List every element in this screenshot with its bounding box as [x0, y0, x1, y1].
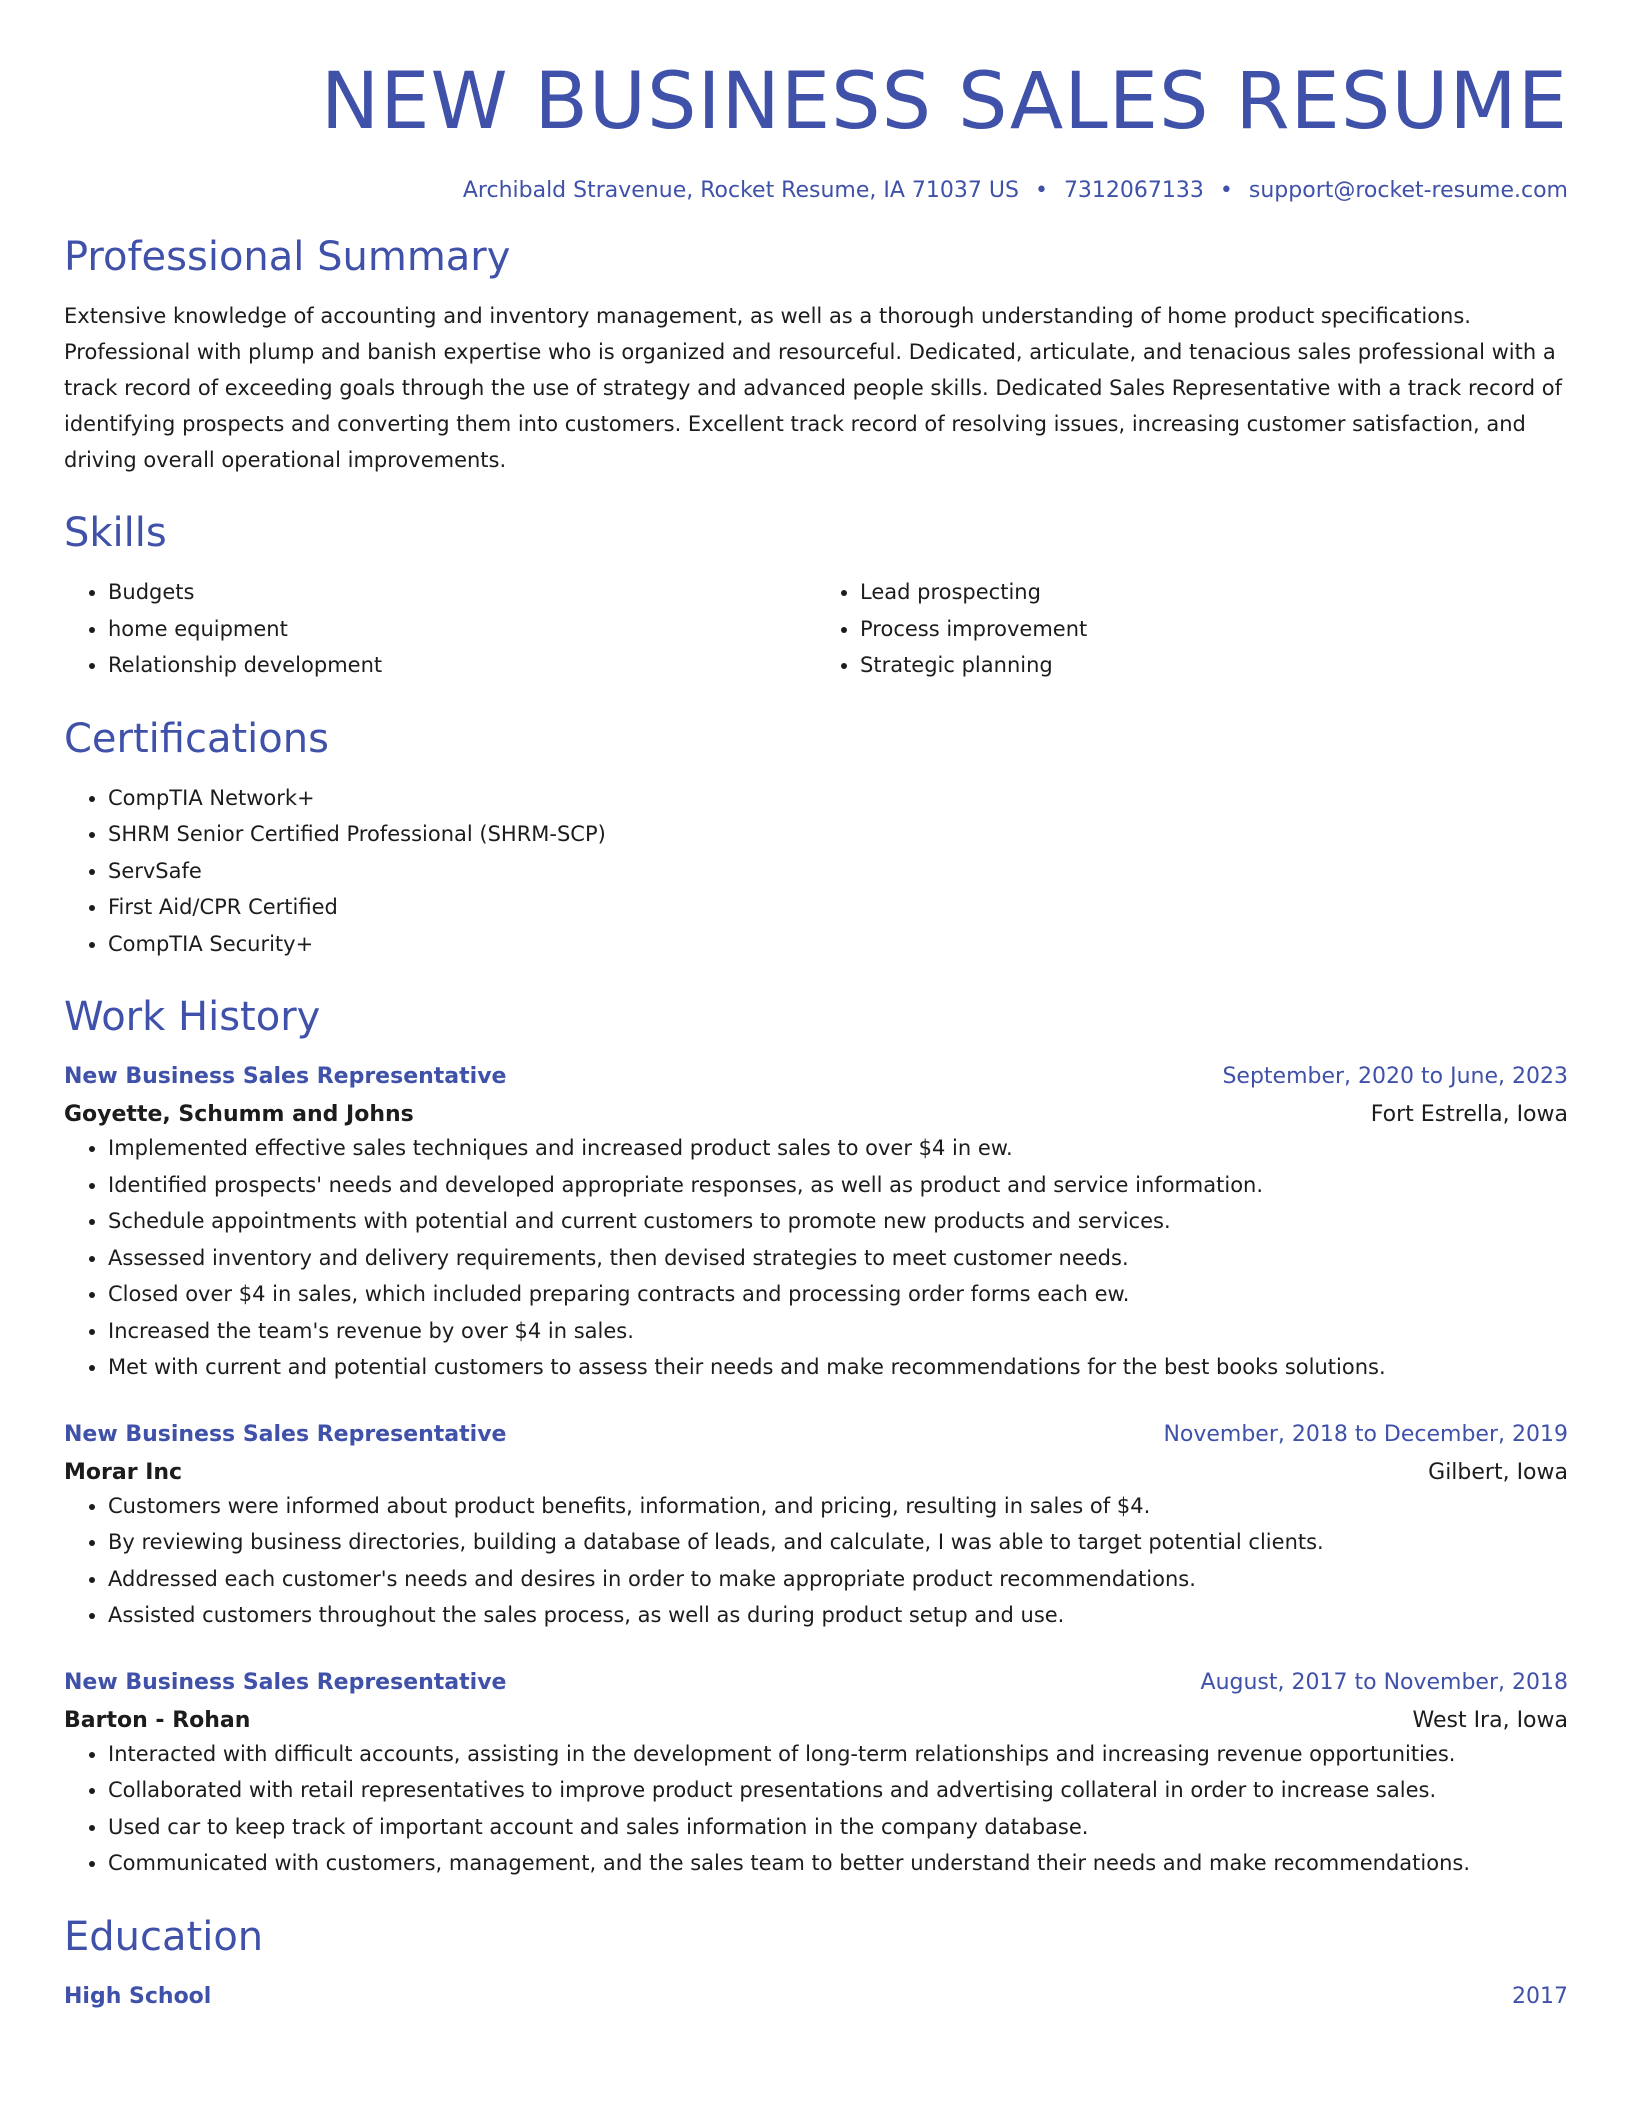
- job-header: [64, 1668, 1568, 1698]
- job-bullet: • Closed over $4 in sales, which included preparing contracts and processing order forms each ew.: [108, 1276, 1568, 1313]
- job-location: West Ira, Iowa: [1412, 1707, 1568, 1733]
- job-employer: Barton - Rohan: [64, 1707, 251, 1733]
- job-bullet: • By reviewing business directories, building a database of leads, and calculate, I was able to target potential clients.: [108, 1524, 1568, 1561]
- job-title: New Business Sales Representative: [64, 1669, 507, 1695]
- job-bullets: [64, 1736, 1568, 1882]
- resume-page: [64, 0, 1568, 2012]
- skills-column-right: [816, 574, 1568, 684]
- job-employer-row: [64, 1706, 1568, 1736]
- job-title: New Business Sales Representative: [64, 1421, 507, 1447]
- certifications-heading: Certifications: [64, 715, 329, 762]
- job-bullets: [64, 1488, 1568, 1634]
- job-bullet: • Addressed each customer's needs and desires in order to make appropriate product recommendations.: [108, 1561, 1568, 1598]
- certification-item: • SHRM Senior Certified Professional (SHRM-SCP): [108, 816, 1568, 853]
- certifications-list: [64, 780, 1568, 963]
- education-entry: [64, 1982, 1568, 2012]
- skills-list: [64, 574, 1568, 684]
- contact-separator: •: [1219, 178, 1233, 203]
- job-bullet: • Implemented effective sales techniques and increased product sales to over $4 in ew.: [108, 1130, 1568, 1167]
- job-bullet: • Schedule appointments with potential and current customers to promote new products and services.: [108, 1203, 1568, 1240]
- certification-item: • CompTIA Network+: [108, 780, 1568, 817]
- job-employer-row: [64, 1458, 1568, 1488]
- job-bullet: • Identified prospects' needs and developed appropriate responses, as well as product and service information.: [108, 1167, 1568, 1204]
- certification-item: • ServSafe: [108, 853, 1568, 890]
- job-bullet: • Met with current and potential customers to assess their needs and make recommendations for the best books solutions.: [108, 1349, 1568, 1386]
- education-degree: High School: [64, 1983, 212, 2009]
- job-entry: [64, 1668, 1568, 1882]
- skill-item: • Budgets: [108, 574, 816, 611]
- job-location: Gilbert, Iowa: [1428, 1459, 1568, 1485]
- skill-item: • Process improvement: [860, 611, 1568, 648]
- job-employer: Goyette, Schumm and Johns: [64, 1102, 414, 1127]
- job-bullet: • Interacted with difficult accounts, assisting in the development of long-term relationships and increasing revenue opportunities.: [108, 1736, 1568, 1773]
- work-history-heading: Work History: [64, 994, 321, 1040]
- certification-item: • First Aid/CPR Certified: [108, 889, 1568, 926]
- job-dates: November, 2018 to December, 2019: [1163, 1421, 1568, 1447]
- skill-item: • home equipment: [108, 611, 816, 648]
- job-header: [64, 1062, 1568, 1092]
- contact-line: [64, 176, 1568, 206]
- job-bullet: • Customers were informed about product benefits, information, and pricing, resulting in sales of $4.: [108, 1488, 1568, 1525]
- job-title: New Business Sales Representative: [64, 1064, 507, 1089]
- job-bullet: • Assisted customers throughout the sales process, as well as during product setup and use.: [108, 1597, 1568, 1634]
- job-dates: August, 2017 to November, 2018: [1200, 1669, 1568, 1695]
- job-bullet: • Communicated with customers, management, and the sales team to better understand their needs and make recommendations.: [108, 1845, 1568, 1882]
- certification-item: • CompTIA Security+: [108, 926, 1568, 963]
- skill-item: • Lead prospecting: [860, 574, 1568, 611]
- job-bullet: • Increased the team's revenue by over $4 in sales.: [108, 1313, 1568, 1350]
- job-location: Fort Estrella, Iowa: [1370, 1102, 1568, 1127]
- job-entry: [64, 1062, 1568, 1386]
- contact-address: Archibald Stravenue, Rocket Resume, IA 71037 US: [462, 178, 1019, 203]
- job-bullet: • Used car to keep track of important account and sales information in the company database.: [108, 1809, 1568, 1846]
- job-dates: September, 2020 to June, 2023: [1222, 1064, 1568, 1089]
- summary-text: Extensive knowledge of accounting and inventory management, as well as a thorough understanding of home product specifications. Professional with plump and banish expertise who is organized and resourceful. Dedicated, articulate, and tenacious sales professional with a track record of exceeding goals through the use of strategy and advanced people skills. Dedicated Sales Representative with a track record of identifying prospects and converting them into customers. Excellent track record of resolving issues, increasing customer satisfaction, and driving overall operational improvements.: [64, 304, 1562, 472]
- job-bullet: • Collaborated with retail representatives to improve product presentations and advertising collateral in order to increase sales.: [108, 1772, 1568, 1809]
- contact-email: support@rocket-resume.com: [1248, 178, 1568, 203]
- job-header: [64, 1420, 1568, 1450]
- job-employer-row: [64, 1100, 1568, 1130]
- skills-column-left: [64, 574, 816, 684]
- job-bullet: • Assessed inventory and delivery requirements, then devised strategies to meet customer needs.: [108, 1240, 1568, 1277]
- summary-heading: Professional Summary: [64, 234, 511, 280]
- resume-title: NEW BUSINESS SALES RESUME: [320, 57, 1568, 147]
- education-year: 2017: [1512, 1983, 1568, 2009]
- contact-phone: 7312067133: [1063, 178, 1204, 203]
- job-employer: Morar Inc: [64, 1459, 183, 1485]
- skill-item: • Relationship development: [108, 647, 816, 684]
- skill-item: • Strategic planning: [860, 647, 1568, 684]
- job-bullets: [64, 1130, 1568, 1386]
- job-entry: [64, 1420, 1568, 1634]
- education-heading: Education: [64, 1913, 264, 1960]
- skills-heading: Skills: [64, 510, 167, 556]
- contact-separator: •: [1034, 178, 1048, 203]
